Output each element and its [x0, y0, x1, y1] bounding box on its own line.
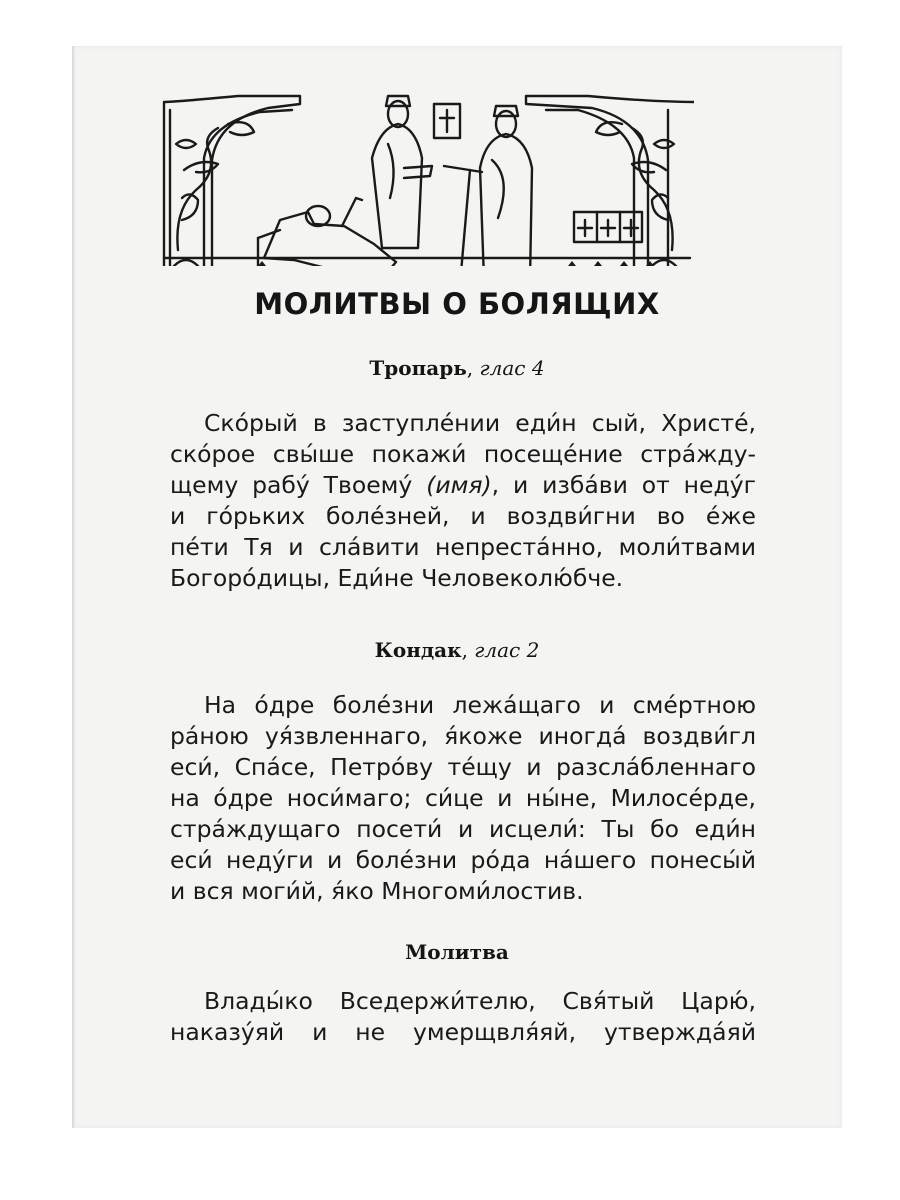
text-line: еси́ неду́ги и боле́зни ро́да на́шего понесы́й — [170, 846, 756, 874]
troparion-name: Тропарь — [369, 356, 467, 380]
troparion-heading — [72, 356, 842, 380]
prayer-heading — [72, 940, 842, 964]
text-line: Ско́рый в заступле́нии еди́н сый, Христе́, — [204, 409, 756, 437]
prayer-name: Молитва — [405, 940, 509, 964]
kontakion-text — [170, 690, 756, 907]
text-line: и вся моги́й, я́ко Многоми́лостив. — [170, 877, 584, 905]
text-fragment: , и изба́ви от неду́г — [491, 471, 756, 499]
page-title: МОЛИТВЫ О БОЛЯЩИХ — [254, 287, 660, 321]
text-line — [170, 470, 756, 501]
text-line: наказу́яй и не умерщвля́яй, утвержда́яй — [170, 1018, 756, 1046]
prayer-text — [170, 986, 756, 1048]
text-line: На о́дре боле́зни лежа́щаго и сме́ртною — [204, 691, 756, 719]
troparion-sep: , — [466, 356, 474, 380]
text-line: стра́ждущаго посети́ и исцели́: Ты бо еди́н — [170, 815, 756, 843]
kontakion-sep: , — [461, 638, 468, 662]
name-placeholder: (имя) — [426, 471, 492, 499]
kontakion-heading — [72, 638, 842, 662]
text-line: Влады́ко Вседержи́телю, Свя́тый Царю́, — [204, 987, 756, 1015]
text-line: и го́рьких боле́зней, и воздви́гни во е́же — [170, 502, 756, 530]
text-fragment: щему рабу́ Твоему́ — [170, 471, 413, 499]
text-line: еси́, Спа́се, Петро́ву те́щу и разсла́бленнаго — [170, 753, 756, 781]
troparion-tone: глас 4 — [479, 356, 545, 380]
page-content — [72, 0, 842, 1200]
kontakion-tone: глас 2 — [474, 638, 540, 662]
text-line: пе́ти Тя и сла́вити непреста́нно, моли́твами — [170, 533, 756, 561]
text-line: ско́рое свы́ше покажи́ посеще́ние стра́жду- — [170, 440, 756, 468]
kontakion-name: Кондак — [374, 638, 462, 662]
troparion-text — [170, 408, 756, 594]
text-line: Богоро́дицы, Еди́не Человеколю́бче. — [170, 564, 624, 592]
text-line: ра́ною уя́звленнаго, я́коже иногда́ воздви́гл — [170, 722, 756, 750]
text-line: на о́дре носи́маго; си́це и ны́не, Милосе́рде, — [170, 784, 756, 812]
